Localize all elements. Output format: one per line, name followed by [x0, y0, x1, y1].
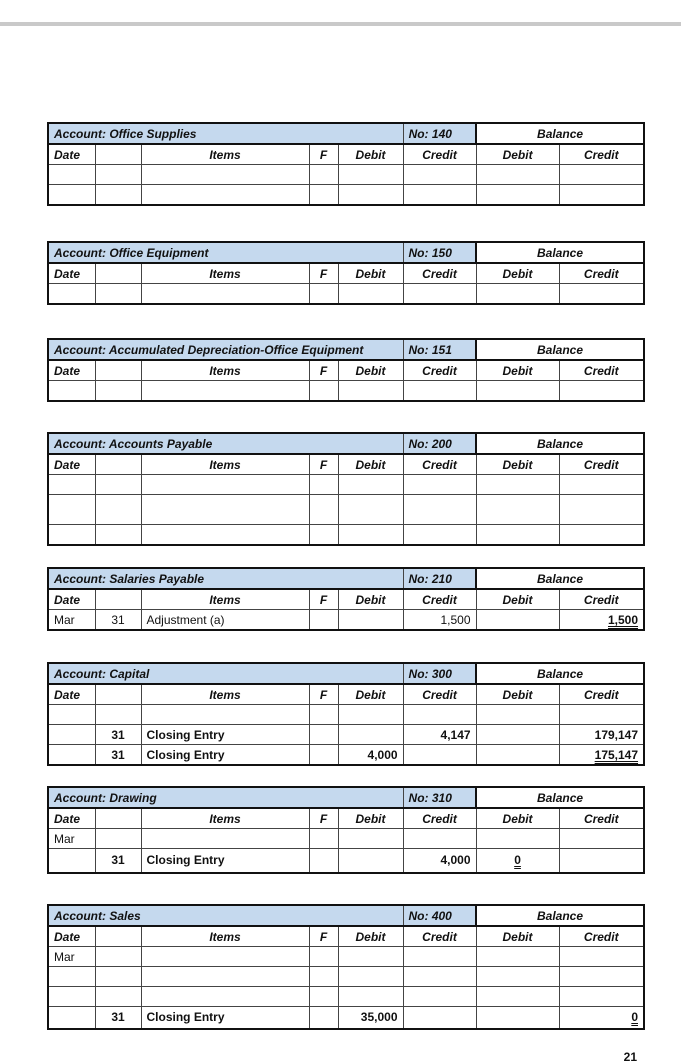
table-cell: [559, 849, 644, 873]
table-cell: [338, 967, 403, 987]
table-cell: [559, 381, 644, 402]
ledger-header: [48, 339, 644, 360]
col-balance-credit: Credit: [559, 684, 644, 705]
col-debit: Debit: [338, 144, 403, 165]
table-cell: [309, 610, 338, 631]
column-header-row: [48, 684, 644, 705]
table-cell: [141, 284, 309, 305]
table-cell: 31: [95, 849, 141, 873]
table-cell: [476, 987, 559, 1007]
balance-header: Balance: [476, 787, 644, 808]
col-day: [95, 360, 141, 381]
ledger-office-supplies: [47, 122, 645, 206]
table-cell: [476, 725, 559, 745]
table-cell: [48, 987, 95, 1007]
table-cell: [95, 829, 141, 849]
table-cell: 1,500: [403, 610, 476, 631]
table-row: [48, 495, 644, 525]
table-cell: [309, 967, 338, 987]
table-cell: [309, 185, 338, 206]
col-debit: Debit: [338, 454, 403, 475]
account-number: No: 140: [403, 123, 476, 144]
col-day: [95, 589, 141, 610]
column-header-row: [48, 808, 644, 829]
final-balance: 175,147: [594, 747, 639, 762]
table-cell: [559, 495, 644, 525]
table-cell: [309, 495, 338, 525]
table-cell: [141, 475, 309, 495]
table-cell: [559, 1007, 644, 1029]
col-debit: Debit: [338, 589, 403, 610]
balance-header: Balance: [476, 433, 644, 454]
column-header-row: [48, 926, 644, 947]
col-f: F: [309, 263, 338, 284]
col-credit: Credit: [403, 926, 476, 947]
top-divider: [0, 22, 681, 26]
col-date: Date: [48, 684, 95, 705]
column-header-row: [48, 144, 644, 165]
balance-header: Balance: [476, 568, 644, 589]
account-number: No: 310: [403, 787, 476, 808]
table-cell: [309, 1007, 338, 1029]
account-name: Account: Office Equipment: [48, 242, 403, 263]
col-items: Items: [141, 684, 309, 705]
account-name: Account: Drawing: [48, 787, 403, 808]
table-cell: [403, 525, 476, 546]
table-cell: [141, 947, 309, 967]
table-cell: [48, 1007, 95, 1029]
col-balance-debit: Debit: [476, 360, 559, 381]
col-f: F: [309, 926, 338, 947]
col-f: F: [309, 144, 338, 165]
balance-header: Balance: [476, 242, 644, 263]
table-cell: 4,000: [338, 745, 403, 766]
table-cell: [476, 849, 559, 873]
col-balance-credit: Credit: [559, 360, 644, 381]
account-number: No: 300: [403, 663, 476, 684]
table-cell: [338, 165, 403, 185]
table-row: [48, 947, 644, 967]
table-row: [48, 1007, 644, 1029]
table-cell: [309, 725, 338, 745]
account-name: Account: Accumulated Depreciation-Office Equipment: [48, 339, 403, 360]
ledger-office-equipment: [47, 241, 645, 305]
col-f: F: [309, 808, 338, 829]
table-cell: [403, 947, 476, 967]
table-cell: [559, 745, 644, 766]
table-cell: [309, 475, 338, 495]
table-cell: [403, 165, 476, 185]
table-cell: Mar: [48, 947, 95, 967]
col-day: [95, 808, 141, 829]
table-cell: [559, 967, 644, 987]
page-number: 21: [623, 1050, 637, 1064]
table-cell: [338, 725, 403, 745]
col-date: Date: [48, 263, 95, 284]
table-cell: [48, 745, 95, 766]
table-cell: [141, 165, 309, 185]
col-balance-debit: Debit: [476, 263, 559, 284]
table-row: [48, 185, 644, 206]
table-cell: [48, 849, 95, 873]
table-cell: [48, 284, 95, 305]
table-cell: [95, 987, 141, 1007]
table-cell: [559, 829, 644, 849]
col-balance-credit: Credit: [559, 808, 644, 829]
col-items: Items: [141, 360, 309, 381]
table-cell: [141, 185, 309, 206]
column-header-row: [48, 360, 644, 381]
col-debit: Debit: [338, 360, 403, 381]
col-f: F: [309, 589, 338, 610]
ledger-capital: [47, 662, 645, 766]
table-cell: [559, 705, 644, 725]
table-cell: 31: [95, 1007, 141, 1029]
table-cell: [403, 475, 476, 495]
table-row: [48, 829, 644, 849]
table-cell: [309, 745, 338, 766]
final-balance: 0: [631, 1010, 638, 1025]
table-cell: 35,000: [338, 1007, 403, 1029]
col-date: Date: [48, 454, 95, 475]
table-cell: [403, 185, 476, 206]
col-credit: Credit: [403, 360, 476, 381]
table-cell: [476, 967, 559, 987]
table-cell: [559, 987, 644, 1007]
table-cell: Closing Entry: [141, 725, 309, 745]
table-cell: [403, 829, 476, 849]
table-row: [48, 610, 644, 631]
table-cell: [338, 525, 403, 546]
col-day: [95, 926, 141, 947]
col-items: Items: [141, 454, 309, 475]
table-cell: [476, 829, 559, 849]
table-cell: [403, 987, 476, 1007]
column-header-row: [48, 589, 644, 610]
table-cell: [309, 947, 338, 967]
col-date: Date: [48, 808, 95, 829]
account-name: Account: Sales: [48, 905, 403, 926]
col-items: Items: [141, 808, 309, 829]
table-cell: [476, 495, 559, 525]
table-cell: 31: [95, 745, 141, 766]
col-items: Items: [141, 144, 309, 165]
final-balance: 0: [514, 853, 521, 868]
table-cell: [338, 705, 403, 725]
table-cell: [95, 947, 141, 967]
table-cell: [141, 987, 309, 1007]
ledger-accounts-payable: [47, 432, 645, 546]
col-day: [95, 684, 141, 705]
col-f: F: [309, 360, 338, 381]
col-items: Items: [141, 263, 309, 284]
table-cell: 31: [95, 725, 141, 745]
table-cell: [559, 610, 644, 631]
table-cell: [403, 967, 476, 987]
col-balance-debit: Debit: [476, 589, 559, 610]
table-cell: [141, 705, 309, 725]
table-row: [48, 475, 644, 495]
table-cell: [338, 185, 403, 206]
table-cell: Closing Entry: [141, 849, 309, 873]
table-cell: [476, 705, 559, 725]
table-cell: [48, 967, 95, 987]
balance-header: Balance: [476, 663, 644, 684]
table-row: [48, 705, 644, 725]
table-cell: [338, 610, 403, 631]
column-header-row: [48, 454, 644, 475]
table-cell: [403, 284, 476, 305]
table-cell: [338, 475, 403, 495]
account-name: Account: Salaries Payable: [48, 568, 403, 589]
table-cell: [476, 284, 559, 305]
balance-header: Balance: [476, 339, 644, 360]
ledger-header: [48, 663, 644, 684]
table-cell: 179,147: [559, 725, 644, 745]
table-cell: [476, 475, 559, 495]
table-cell: [95, 165, 141, 185]
col-debit: Debit: [338, 808, 403, 829]
table-row: [48, 987, 644, 1007]
account-number: No: 400: [403, 905, 476, 926]
table-cell: [141, 967, 309, 987]
table-cell: [403, 495, 476, 525]
col-date: Date: [48, 144, 95, 165]
col-credit: Credit: [403, 263, 476, 284]
col-balance-debit: Debit: [476, 684, 559, 705]
ledger-sales: [47, 904, 645, 1030]
col-balance-credit: Credit: [559, 263, 644, 284]
table-cell: [95, 284, 141, 305]
table-row: [48, 967, 644, 987]
table-cell: [338, 829, 403, 849]
col-balance-credit: Credit: [559, 926, 644, 947]
col-debit: Debit: [338, 263, 403, 284]
account-number: No: 151: [403, 339, 476, 360]
col-balance-debit: Debit: [476, 808, 559, 829]
table-cell: [48, 705, 95, 725]
table-cell: [95, 185, 141, 206]
table-cell: [95, 705, 141, 725]
table-cell: [141, 381, 309, 402]
table-cell: [309, 829, 338, 849]
col-day: [95, 263, 141, 284]
table-cell: Closing Entry: [141, 745, 309, 766]
table-row: [48, 725, 644, 745]
account-number: No: 200: [403, 433, 476, 454]
table-cell: [48, 381, 95, 402]
col-credit: Credit: [403, 454, 476, 475]
table-row: [48, 849, 644, 873]
table-cell: [338, 284, 403, 305]
table-cell: [403, 381, 476, 402]
col-credit: Credit: [403, 144, 476, 165]
table-cell: [338, 495, 403, 525]
table-cell: [309, 705, 338, 725]
ledger-drawing: [47, 786, 645, 874]
col-f: F: [309, 454, 338, 475]
table-cell: [95, 495, 141, 525]
table-cell: [141, 495, 309, 525]
table-cell: [559, 165, 644, 185]
table-cell: [95, 967, 141, 987]
col-date: Date: [48, 926, 95, 947]
col-balance-debit: Debit: [476, 454, 559, 475]
table-cell: 4,000: [403, 849, 476, 873]
table-row: [48, 284, 644, 305]
balance-header: Balance: [476, 123, 644, 144]
final-balance: 1,500: [607, 612, 639, 627]
table-cell: [309, 284, 338, 305]
table-row: [48, 381, 644, 402]
ledger-header: [48, 242, 644, 263]
table-cell: [476, 525, 559, 546]
table-cell: [48, 475, 95, 495]
ledger-header: [48, 905, 644, 926]
table-cell: [476, 610, 559, 631]
table-cell: Mar: [48, 829, 95, 849]
table-row: [48, 745, 644, 766]
col-credit: Credit: [403, 589, 476, 610]
table-cell: [48, 185, 95, 206]
table-cell: [338, 947, 403, 967]
col-credit: Credit: [403, 684, 476, 705]
table-row: [48, 165, 644, 185]
table-cell: [559, 185, 644, 206]
ledger-header: [48, 123, 644, 144]
ledger-header: [48, 568, 644, 589]
table-cell: [48, 725, 95, 745]
table-cell: [403, 705, 476, 725]
col-items: Items: [141, 589, 309, 610]
col-day: [95, 144, 141, 165]
ledger-header: [48, 787, 644, 808]
table-cell: [403, 1007, 476, 1029]
table-cell: [476, 165, 559, 185]
col-date: Date: [48, 360, 95, 381]
table-cell: [141, 829, 309, 849]
account-name: Account: Capital: [48, 663, 403, 684]
ledger-salaries-payable: [47, 567, 645, 631]
table-cell: 4,147: [403, 725, 476, 745]
table-cell: [141, 525, 309, 546]
table-cell: [95, 525, 141, 546]
col-balance-debit: Debit: [476, 926, 559, 947]
table-cell: [559, 475, 644, 495]
col-f: F: [309, 684, 338, 705]
table-cell: Closing Entry: [141, 1007, 309, 1029]
table-cell: [48, 165, 95, 185]
table-cell: [309, 525, 338, 546]
table-cell: 31: [95, 610, 141, 631]
table-cell: [559, 284, 644, 305]
table-cell: Mar: [48, 610, 95, 631]
table-cell: [95, 475, 141, 495]
table-cell: [476, 745, 559, 766]
account-name: Account: Office Supplies: [48, 123, 403, 144]
table-cell: [403, 745, 476, 766]
table-cell: [338, 849, 403, 873]
table-cell: Adjustment (a): [141, 610, 309, 631]
col-credit: Credit: [403, 808, 476, 829]
table-cell: [476, 185, 559, 206]
account-number: No: 150: [403, 242, 476, 263]
col-balance-credit: Credit: [559, 454, 644, 475]
table-cell: [559, 525, 644, 546]
col-day: [95, 454, 141, 475]
table-cell: [309, 987, 338, 1007]
column-header-row: [48, 263, 644, 284]
ledger-header: [48, 433, 644, 454]
col-debit: Debit: [338, 926, 403, 947]
col-balance-debit: Debit: [476, 144, 559, 165]
col-date: Date: [48, 589, 95, 610]
col-balance-credit: Credit: [559, 144, 644, 165]
table-cell: [309, 381, 338, 402]
table-cell: [48, 525, 95, 546]
account-name: Account: Accounts Payable: [48, 433, 403, 454]
account-number: No: 210: [403, 568, 476, 589]
table-cell: [309, 849, 338, 873]
ledger-accumulated-depreciation: [47, 338, 645, 402]
table-cell: [309, 165, 338, 185]
table-cell: [48, 495, 95, 525]
col-balance-credit: Credit: [559, 589, 644, 610]
table-cell: [476, 947, 559, 967]
table-row: [48, 525, 644, 546]
col-debit: Debit: [338, 684, 403, 705]
table-cell: [476, 381, 559, 402]
col-items: Items: [141, 926, 309, 947]
table-cell: [95, 381, 141, 402]
table-cell: [476, 1007, 559, 1029]
table-cell: [338, 381, 403, 402]
balance-header: Balance: [476, 905, 644, 926]
table-cell: [338, 987, 403, 1007]
table-cell: [559, 947, 644, 967]
